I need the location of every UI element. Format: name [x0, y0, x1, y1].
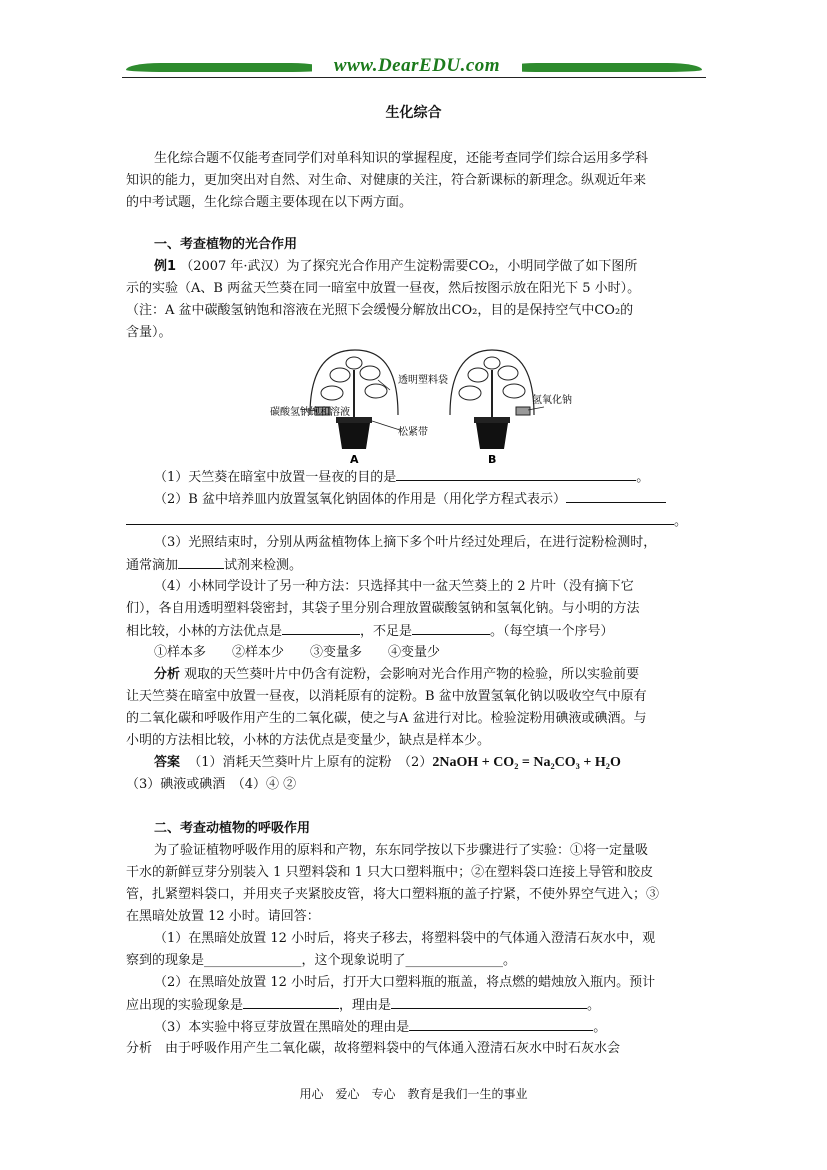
question1-1-text: （1）天竺葵在暗室中放置一昼夜的目的是	[154, 470, 397, 485]
example1-line-2: 示的实验（A、B 两盆天竺葵在同一暗室中放置一昼夜，然后按图示放在阳光下 5 小时）。	[126, 281, 641, 296]
question1-1-end: 。	[636, 470, 650, 485]
question1-2-cont	[126, 510, 706, 533]
header-swoosh-left	[126, 63, 326, 72]
intro-line-1: 生化综合题不仅能考查同学们对单科知识的掌握程度，还能考查同学们综合运用多学科	[154, 151, 649, 166]
analysis1-line-1	[154, 664, 734, 686]
question2-3	[154, 1016, 734, 1039]
header-swoosh-right	[502, 63, 702, 72]
label-sodium-hydroxide: 氢氧化钠	[532, 395, 572, 406]
question1-2-text: （2）B 盆中培养皿内放置氢氧化钠固体的作用是（用化学方程式表示）	[154, 492, 566, 507]
plant-b	[450, 350, 534, 449]
question1-4-text-a: 相比较，小林的方法优点是	[126, 624, 283, 639]
question1-3-text-b: 试剂来检测。	[224, 558, 303, 573]
example1-text-1: （2007 年·武汉）为了探究光合作用产生淀粉需要CO₂，小明同学做了如下图所	[180, 259, 638, 274]
analysis1-text-1: 观取的天竺葵叶片中仍含有淀粉，会影响对光合作用产物的检验，所以实验前要	[184, 667, 640, 682]
example-label: 例1	[154, 259, 177, 274]
question1-4-text-b: ，不足是	[360, 624, 413, 639]
question2-3-text: （3）本实验中将豆芽放置在黑暗处的理由是	[154, 1020, 410, 1035]
section2-heading: 二、考查动植物的呼吸作用	[154, 821, 311, 836]
answer-blank[interactable]	[566, 488, 666, 503]
section2-para-line-1: 为了验证植物呼吸作用的原料和产物，东东同学按以下步骤进行了实验：①将一定量吸	[154, 843, 649, 858]
page-footer: 用心 爱心 专心 教育是我们一生的事业	[299, 1087, 528, 1101]
answer-blank[interactable]	[282, 620, 360, 635]
question1-2-end: 。	[674, 514, 688, 529]
question1-4-line-1: （4）小林同学设计了另一种方法：只选择其中一盆天竺葵上的 2 片叶（没有摘下它	[154, 579, 634, 594]
example1-line-3: （注：A 盆中碳酸氢钠饱和溶液在光照下会缓慢分解放出CO₂，目的是保持空气中CO₂的	[126, 303, 634, 318]
question1-3-line-1: （3）光照结束时，分别从两盆植物体上摘下多个叶片经过处理后，在进行淀粉检测时，	[154, 535, 657, 550]
question2-2-text-b: ，理由是	[339, 998, 392, 1013]
question1-2	[154, 488, 734, 511]
question1-4-line-2: 们），各自用透明塑料袋密封，其袋子里分别合理放置碳酸氢钠和氢氧化钠。与小明的方法	[126, 601, 640, 616]
section1-heading: 一、考查植物的光合作用	[154, 237, 298, 252]
analysis-label: 分析	[154, 667, 181, 682]
label-elastic-band: 松紧带	[398, 427, 428, 438]
question2-1-line-2: 察到的现象是_______________，这个现象说明了_______________。	[126, 953, 517, 968]
analysis1-line-2: 让天竺葵在暗室中放置一昼夜，以消耗原有的淀粉。B 盆中放置氢氧化钠以吸收空气中原有	[126, 689, 647, 704]
page-header	[122, 55, 706, 85]
answer-label: 答案	[154, 755, 181, 770]
analysis1-line-3: 的二氧化碳和呼吸作用产生的二氧化碳，使之与A 盆进行对比。检验淀粉用碘液或碘酒。与	[126, 711, 647, 726]
section2-para-line-4: 在黑暗处放置 12 小时。请回答：	[126, 909, 320, 924]
label-pot-a: A	[350, 453, 359, 466]
section2-para-line-2: 干水的新鲜豆芽分别装入 1 只塑料袋和 1 只大口塑料瓶中；②在塑料袋口连接上导管和胶皮	[126, 865, 654, 880]
example1-line-4: 含量）。	[126, 325, 172, 340]
question1-1	[154, 466, 734, 489]
page-title: 生化综合	[385, 105, 442, 121]
answer-blank[interactable]	[409, 1016, 593, 1031]
header-rule	[122, 77, 706, 78]
label-transparent-bag: 透明塑料袋	[398, 375, 448, 386]
question2-2-line-1: （2）在黑暗处放置 12 小时后，打开大口塑料瓶的瓶盖，将点燃的蜡烛放入瓶内。预计	[154, 975, 656, 990]
plant-a	[310, 350, 398, 449]
question2-2-line-2	[126, 994, 706, 1017]
answer1-text-1: （1）消耗天竺葵叶片上原有的淀粉 （2）	[188, 755, 433, 770]
example1-line-1	[154, 256, 734, 278]
question1-4-line-3	[126, 620, 706, 643]
question2-3-end: 。	[593, 1020, 607, 1035]
answer1-line-1	[154, 752, 734, 774]
experiment-figure	[270, 345, 572, 467]
answer-blank[interactable]	[391, 994, 587, 1009]
label-sodium-bicarbonate: 碳酸氢钠饱和溶液	[270, 407, 350, 418]
answer-blank[interactable]	[412, 620, 490, 635]
analysis1-line-4: 小明的方法相比较，小林的方法优点是变量少，缺点是样本少。	[126, 733, 491, 748]
answer1-line-2: （3）碘液或碘酒 （4）④ ②	[126, 777, 297, 792]
answer-blank[interactable]	[396, 466, 636, 481]
chemical-equation: 2NaOH + CO₂ = Na₂CO₃ + H₂O	[432, 755, 621, 770]
question2-2-text-c: 。	[587, 998, 601, 1013]
analysis2-line-1: 分析 由于呼吸作用产生二氧化碳，故将塑料袋中的气体通入澄清石灰水中时石灰水会	[126, 1041, 621, 1056]
intro-line-3: 的中考试题，生化综合题主要体现在以下两方面。	[126, 195, 413, 210]
question1-4-text-c: 。（每空填一个序号）	[490, 624, 614, 639]
question2-1-line-1: （1）在黑暗处放置 12 小时后，将夹子移去，将塑料袋中的气体通入澄清石灰水中，观	[154, 931, 656, 946]
site-logo: www.DearEDU.com	[312, 55, 522, 77]
answer-blank[interactable]	[126, 510, 674, 525]
answer-blank[interactable]	[178, 554, 224, 569]
question1-3-line-2	[126, 554, 706, 577]
question1-3-text-a: 通常滴加	[126, 558, 179, 573]
question2-2-text-a: 应出现的实验现象是	[126, 998, 244, 1013]
label-pot-b: B	[488, 453, 497, 466]
intro-line-2: 知识的能力，更加突出对自然、对生命、对健康的关注，符合新课标的新理念。纵观近年来	[126, 173, 647, 188]
answer-blank[interactable]	[243, 994, 339, 1009]
section2-para-line-3: 管，扎紧塑料袋口，并用夹子夹紧胶皮管，将大口塑料瓶的盖子拧紧，不使外界空气进入；③	[126, 887, 660, 902]
question1-4-options: ①样本多 ②样本少 ③变量多 ④变量少	[154, 645, 441, 660]
